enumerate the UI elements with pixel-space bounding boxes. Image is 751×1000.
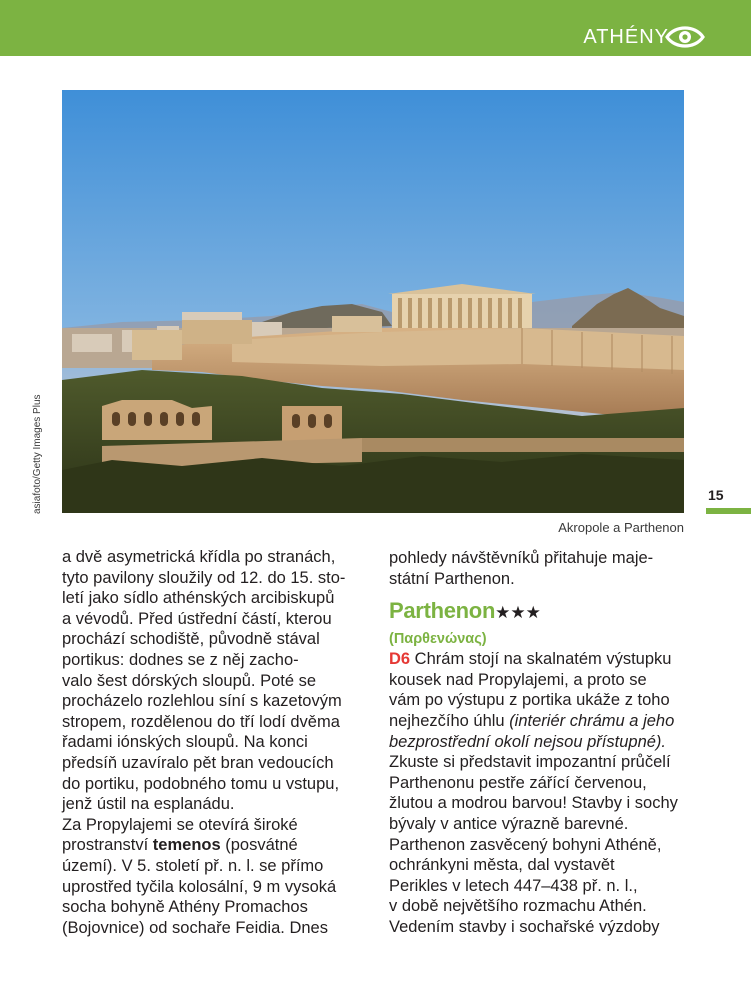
- paragraph-parthenon: [389, 649, 689, 937]
- text-run: prostranství: [62, 836, 153, 855]
- text-line: Zkuste si představit impozantní průčelí: [389, 753, 671, 772]
- text-line: letí jako sídlo athénských arcibiskupů: [62, 589, 335, 608]
- text-line: stropem, rozdělenou do tří lodí dvěma: [62, 712, 340, 731]
- page-number: 15: [708, 487, 724, 503]
- term-temenos: temenos: [152, 836, 221, 855]
- map-reference: D6: [389, 650, 411, 669]
- text-line: [389, 649, 689, 670]
- text-line: bývaly v antice výrazně barevné.: [389, 814, 629, 833]
- acropolis-photo: [62, 90, 684, 513]
- text-line: valo šest dórských sloupů. Poté se: [62, 671, 317, 690]
- text-line: Za Propylajemi se otevírá široké: [62, 815, 298, 834]
- text-line: předsíň uzavíralo pět bran vedoucích: [62, 753, 334, 772]
- text-line: a dvě asymetrická křídla po stranách,: [62, 548, 336, 566]
- italic-note: bezprostřední okolí nejsou přístupné).: [389, 732, 666, 751]
- text-line: jenž ústil na esplanádu.: [62, 795, 235, 814]
- text-line: [389, 711, 689, 732]
- text-line: řadami iónských sloupů. Na konci: [62, 733, 308, 752]
- sight-heading: [389, 598, 689, 629]
- text-line: procházelo rozlehlou síní s kazetovým: [62, 692, 342, 711]
- left-column: [62, 547, 362, 938]
- text-line: socha bohyně Athény Promachos: [62, 898, 308, 917]
- paragraph-temenos: [62, 815, 362, 939]
- text-line: kousek nad Propylajemi, a proto se: [389, 670, 647, 689]
- text-line: [62, 835, 362, 856]
- text-run: Chrám stojí na skalnatém výstupku: [410, 650, 672, 669]
- italic-note: (interiér chrámu a jeho: [509, 711, 675, 730]
- text-line: ochránkyni města, dal vystavět: [389, 856, 615, 875]
- text-line: Perikles v letech 447–438 př. n. l.,: [389, 876, 638, 895]
- paragraph-continued: [389, 548, 689, 589]
- text-line: Parthenonu pestře zářící červenou,: [389, 773, 647, 792]
- text-line: žlutou a modrou barvou! Stavby i sochy: [389, 794, 678, 813]
- photo-credit: asiafoto/Getty Images Plus: [32, 394, 43, 514]
- text-line: do portiku, podobného tomu u vstupu,: [62, 774, 340, 793]
- text-line: uprostřed tyčila kolosální, 9 m vysoká: [62, 877, 337, 896]
- text-line: státní Parthenon.: [389, 569, 515, 588]
- text-line: pohledy návštěvníků přitahuje maje-: [389, 549, 654, 567]
- text-line: (Bojovnice) od sochaře Feidia. Dnes: [62, 918, 328, 937]
- text-line: Vedením stavby i sochařské výzdoby: [389, 917, 660, 936]
- photo-caption: Akropole a Parthenon: [558, 520, 684, 535]
- text-run: nejhezčího úhlu: [389, 711, 510, 730]
- text-run: (posvátné: [220, 836, 298, 855]
- text-line: v době největšího rozmachu Athén.: [389, 897, 647, 916]
- sight-name: Parthenon: [389, 598, 496, 624]
- text-line: portikus: dodnes se z něj zacho-: [62, 650, 299, 669]
- sight-greek-name: (Παρθενώνας): [389, 631, 487, 648]
- paragraph-propylaea: [62, 547, 362, 815]
- text-line: území). V 5. století př. n. l. se přímo: [62, 856, 324, 875]
- text-line: prochází schodiště, původně stával: [62, 630, 320, 649]
- eye-icon: [665, 24, 705, 50]
- section-title: ATHÉNY: [583, 26, 669, 48]
- right-column: [389, 548, 689, 938]
- page-tab-marker: [706, 508, 751, 514]
- text-line: a vévodů. Před ústřední částí, kterou: [62, 609, 332, 628]
- text-line: tyto pavilony sloužily od 12. do 15. sto-: [62, 568, 346, 587]
- rating-stars-icon: ★★★: [495, 603, 541, 623]
- text-line: vám po výstupu z portika ukáže z toho: [389, 691, 670, 710]
- text-line: Parthenon zasvěcený bohyni Athéně,: [389, 835, 662, 854]
